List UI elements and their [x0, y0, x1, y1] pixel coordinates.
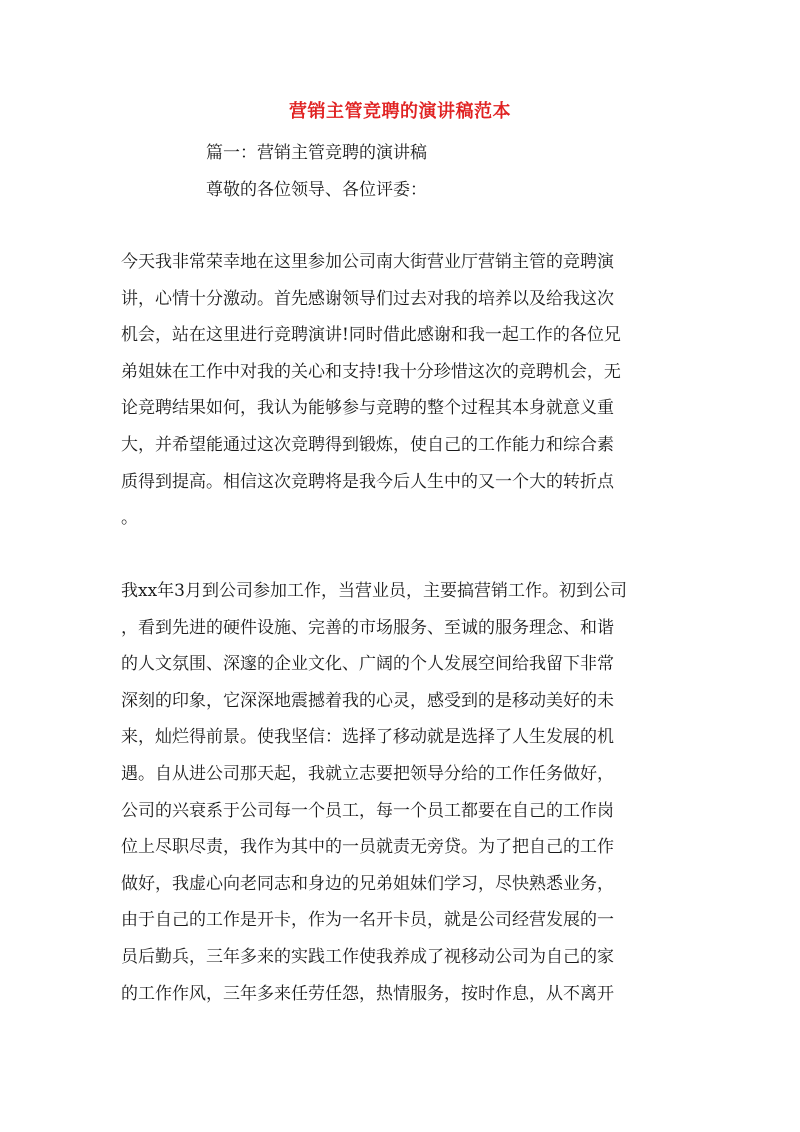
paragraph-line: 公司的兴衰系于公司每一个员工，每一个员工都要在自己的工作岗 [121, 800, 614, 821]
paragraph-line: 深刻的印象，它深深地震撼着我的心灵，感受到的是移动美好的未 [121, 690, 614, 711]
document-subtitle: 篇一：营销主管竞聘的演讲稿 [206, 143, 427, 163]
paragraph-line: 今天我非常荣幸地在这里参加公司南大街营业厅营销主管的竞聘演 [121, 252, 614, 272]
paragraph-line: 来，灿烂得前景。使我坚信：选择了移动就是选择了人生发展的机 [121, 727, 614, 748]
paragraph-line: 机会，站在这里进行竞聘演讲!同时借此感谢和我一起工作的各位兄 [121, 325, 621, 346]
paragraph-line: 讲，心情十分激动。首先感谢领导们过去对我的培养以及给我这次 [121, 288, 614, 309]
paragraph-line: 的工作作风，三年多来任劳任怨，热情服务，按时作息，从不离开 [121, 983, 614, 1004]
paragraph-line: 弟姐妹在工作中对我的关心和支持!我十分珍惜这次的竞聘机会，无 [121, 361, 621, 382]
paragraph-line: ，看到先进的硬件设施、完善的市场服务、至诚的服务理念、和谐 [121, 617, 614, 638]
paragraph-line: 做好，我虚心向老同志和身边的兄弟姐妹们学习，尽快熟悉业务， [121, 873, 614, 894]
salutation: 尊敬的各位领导、各位评委： [206, 180, 427, 200]
paragraph-line: 大，并希望能通过这次竞聘得到锻炼，使自己的工作能力和综合素 [121, 434, 614, 455]
paragraph-line: 我xx年3月到公司参加工作，当营业员，主要搞营销工作。初到公司 [121, 581, 627, 601]
paragraph-line: 质得到提高。相信这次竞聘将是我今后人生中的又一个大的转折点 [121, 471, 614, 492]
paragraph-line: 位上尽职尽责，我作为其中的一员就责无旁贷。为了把自己的工作 [121, 837, 614, 858]
paragraph-2 [121, 573, 691, 1012]
paragraph-line: 由于自己的工作是开卡，作为一名开卡员，就是公司经营发展的一 [121, 910, 614, 931]
paragraph-1 [121, 244, 691, 537]
document-title: 营销主管竞聘的演讲稿范本 [289, 101, 511, 122]
paragraph-line: 员后勤兵，三年多来的实践工作使我养成了视移动公司为自己的家 [121, 946, 614, 967]
paragraph-line: 论竞聘结果如何，我认为能够参与竞聘的整个过程其本身就意义重 [121, 398, 614, 419]
paragraph-line: 的人文氛围、深邃的企业文化、广阔的个人发展空间给我留下非常 [121, 654, 614, 675]
paragraph-line: 。 [121, 508, 138, 529]
paragraph-line: 遇。自从进公司那天起，我就立志要把领导分给的工作任务做好， [121, 763, 614, 784]
